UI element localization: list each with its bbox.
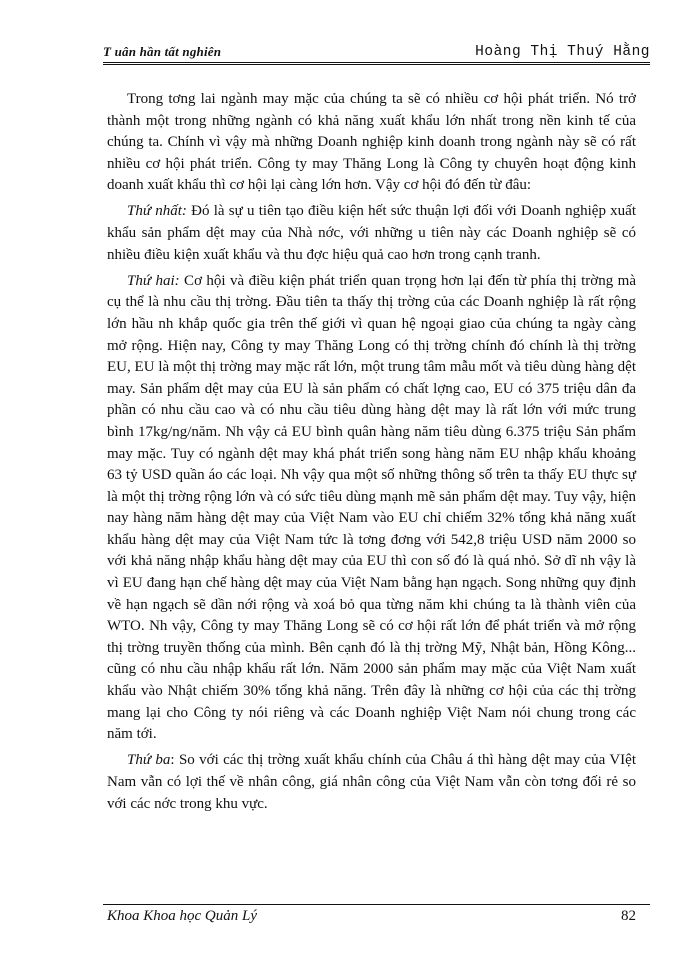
paragraph-lead: Thứ ba	[127, 752, 171, 769]
paragraph-text: Đó là sự u tiên tạo điều kiện hết sức thuận lợi đối với Doanh nghiệp xuất khẩu sản phẩm dệt may của Nhà nớc, với những u tiên này các Doanh nghiệp sẽ có nhiều điều kiện xuất khẩu và thu đợc hiệu quả cao hơn trong cạnh tranh.	[107, 203, 637, 263]
body-text	[107, 89, 636, 820]
paragraph-first	[107, 201, 636, 266]
paragraph-third	[107, 750, 636, 815]
paragraph-text: : So với các thị trờng xuất khẩu chính của Châu á thì hàng dệt may của VIệt Nam vẫn có lợi thế về nhân công, giá nhân công của Việt Nam vẫn còn tơng đối rẻ so với các nớc trong khu vực.	[107, 752, 637, 812]
page-number: 82	[621, 908, 636, 924]
page-footer	[107, 908, 636, 925]
paragraph-text: Cơ hội và điều kiện phát triển quan trọng hơn lại đến từ phía thị trờng mà cụ thể là nhu cầu thị trờng. Đầu tiên ta thấy thị trờng của các Doanh nghiệp là rất rộng lớn hầu nh khắp quốc gia trên thế giới vì quan hệ ngoại giao của chúng ta ngày càng mở rộng. Hiện nay, Công ty may Thăng Long có thị trờng chính đó chính là thị trờng EU, EU là một thị trờng may mặc rất lớn, một trung tâm mẫu mốt và tiêu dùng hàng dệt may. Sản phẩm dệt may của EU là sản phẩm có chất lợng cao, EU có 375 triệu dân đa phần có nhu cầu cao và có nhu cầu tiêu dùng hàng dệt may là rất lớn với mức trung bình 17kg/ng/năm. Nh vậy cả EU bình quân hàng năm tiêu dùng 6.375 triệu Sản phẩm may mặc. Tuy có ngành dệt may khá phát triển song hàng năm EU nhập khẩu khoảng 63 tỷ USD quần áo các loại. Nh vậy qua một số những thông số trên ta thấy EU thực sự là một thị trờng rộng lớn và có sức tiêu dùng mạnh mẽ sản phẩm dệt may. Tuy vậy, hiện nay hàng năm hàng dệt may của Việt Nam vào EU chỉ chiếm 32% tổng khả năng xuất khẩu hàng dệt may của Việt Nam tức là tơng đơng với 542,8 triệu USD năm 2000 so với khả năng nhập khẩu hàng dệt may của EU thì con số đó là quá nhỏ. Sở dĩ nh vậy là vì EU đang hạn chế hàng dệt may của Việt Nam bằng hạn ngạch. Song những quy định về hạn ngạch sẽ dần nới rộng và xoá bỏ qua từng năm khi chúng ta là thành viên của WTO. Nh vậy, Công ty may Thăng Long sẽ có cơ hội rất lớn để phát triển và mở rộng thị trờng truyền thống của mình. Bên cạnh đó là thị trờng Mỹ, Nhật bản, Hồng Kông... cũng có nhu cầu nhập khẩu rất lớn. Năm 2000 sản phẩm may mặc của Việt Nam xuất khẩu vào Nhật chiếm 30% tổng khả năng. Trên đây là những cơ hội của các thị trờng mang lại cho Công ty nói riêng và các Doanh nghiệp Việt Nam nói chung trong các năm tới.	[107, 272, 636, 743]
page-header	[103, 32, 650, 60]
footer-rule	[103, 904, 650, 905]
paragraph-text: Trong tơng lai ngành may mặc của chúng ta sẽ có nhiều cơ hội phát triển. Nó trở thành một trong những ngành có khả năng xuất khẩu lớn nhất trong nền kinh tế của chúng ta. Chính vì vậy mà những Doanh nghiệp kinh doanh trong ngành này sẽ có rất nhiều cơ hội phát triển. Công ty may Thăng Long là Công ty chuyên hoạt động kinh doanh xuất khẩu thì cơ hội lại càng lớn hơn. Vậy cơ hội đó đến từ đâu:	[107, 91, 636, 194]
paragraph-second	[107, 271, 636, 746]
footer-faculty-name: Khoa Khoa học Quản Lý	[107, 908, 257, 924]
paragraph-lead: Thứ nhất:	[127, 203, 187, 220]
header-rule	[103, 62, 650, 65]
paragraph-lead: Thứ hai:	[127, 272, 180, 289]
paragraph-intro	[107, 89, 636, 197]
header-author-name: Hoàng Thị Thuý Hằng	[475, 44, 650, 60]
header-document-title: T uân hần tất nghiên	[103, 44, 222, 59]
